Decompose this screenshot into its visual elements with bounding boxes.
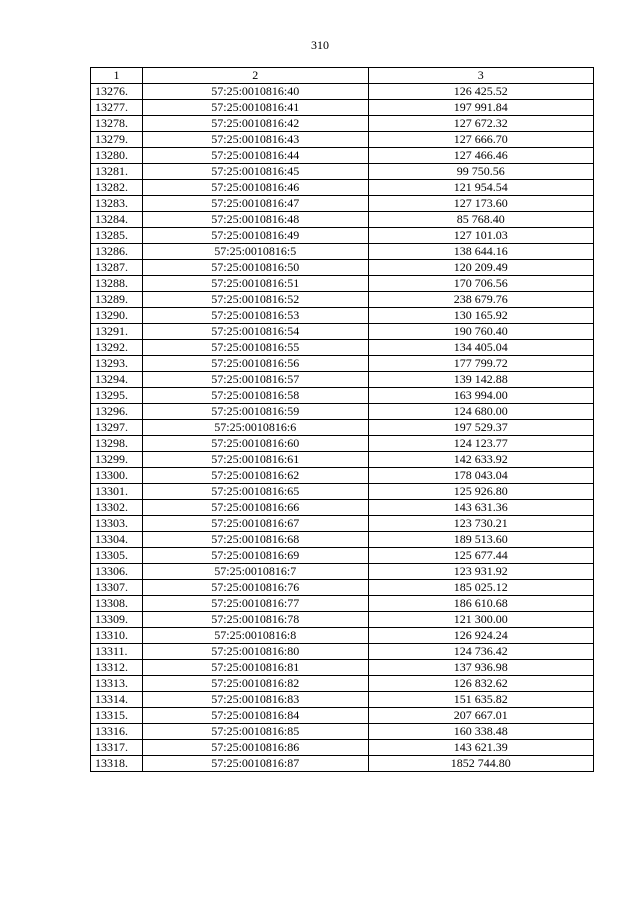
cadastral-number-cell: 57:25:0010816:41 (142, 100, 368, 116)
table-row (91, 196, 594, 212)
table-row (91, 468, 594, 484)
row-number-cell: 13284. (91, 212, 143, 228)
cadastral-number-cell: 57:25:0010816:54 (142, 324, 368, 340)
value-cell: 127 672.32 (368, 116, 593, 132)
value-cell: 125 677.44 (368, 548, 593, 564)
cadastral-number-cell: 57:25:0010816:52 (142, 292, 368, 308)
table-row (91, 628, 594, 644)
value-cell: 123 931.92 (368, 564, 593, 580)
row-number-cell: 13315. (91, 708, 143, 724)
row-number-cell: 13292. (91, 340, 143, 356)
value-cell: 124 123.77 (368, 436, 593, 452)
table-row (91, 756, 594, 772)
row-number-cell: 13301. (91, 484, 143, 500)
table-row (91, 532, 594, 548)
value-cell: 121 300.00 (368, 612, 593, 628)
value-cell: 143 631.36 (368, 500, 593, 516)
table-row (91, 212, 594, 228)
value-cell: 123 730.21 (368, 516, 593, 532)
value-cell: 185 025.12 (368, 580, 593, 596)
row-number-cell: 13313. (91, 676, 143, 692)
cadastral-number-cell: 57:25:0010816:83 (142, 692, 368, 708)
row-number-cell: 13317. (91, 740, 143, 756)
column-header-3: 3 (368, 68, 593, 84)
value-cell: 142 633.92 (368, 452, 593, 468)
table-row (91, 260, 594, 276)
row-number-cell: 13318. (91, 756, 143, 772)
row-number-cell: 13282. (91, 180, 143, 196)
row-number-cell: 13281. (91, 164, 143, 180)
table-row (91, 372, 594, 388)
value-cell: 197 529.37 (368, 420, 593, 436)
cadastral-number-cell: 57:25:0010816:48 (142, 212, 368, 228)
row-number-cell: 13297. (91, 420, 143, 436)
value-cell: 127 466.46 (368, 148, 593, 164)
value-cell: 238 679.76 (368, 292, 593, 308)
page-number: 310 (311, 38, 329, 52)
row-number-cell: 13296. (91, 404, 143, 420)
table-row (91, 740, 594, 756)
row-number-cell: 13277. (91, 100, 143, 116)
cadastral-number-cell: 57:25:0010816:53 (142, 308, 368, 324)
table-row (91, 436, 594, 452)
table-row (91, 324, 594, 340)
table-row (91, 244, 594, 260)
cadastral-number-cell: 57:25:0010816:87 (142, 756, 368, 772)
table-row (91, 500, 594, 516)
value-cell: 139 142.88 (368, 372, 593, 388)
cadastral-number-cell: 57:25:0010816:42 (142, 116, 368, 132)
row-number-cell: 13312. (91, 660, 143, 676)
cadastral-number-cell: 57:25:0010816:85 (142, 724, 368, 740)
table-row (91, 596, 594, 612)
table-row (91, 676, 594, 692)
row-number-cell: 13295. (91, 388, 143, 404)
value-cell: 127 666.70 (368, 132, 593, 148)
row-number-cell: 13306. (91, 564, 143, 580)
table-row (91, 356, 594, 372)
row-number-cell: 13278. (91, 116, 143, 132)
cadastral-number-cell: 57:25:0010816:47 (142, 196, 368, 212)
table-row (91, 116, 594, 132)
row-number-cell: 13283. (91, 196, 143, 212)
table-row (91, 340, 594, 356)
table-row (91, 148, 594, 164)
cadastral-number-cell: 57:25:0010816:77 (142, 596, 368, 612)
row-number-cell: 13309. (91, 612, 143, 628)
value-cell: 120 209.49 (368, 260, 593, 276)
row-number-cell: 13300. (91, 468, 143, 484)
value-cell: 126 832.62 (368, 676, 593, 692)
table-row (91, 164, 594, 180)
cadastral-number-cell: 57:25:0010816:80 (142, 644, 368, 660)
cadastral-number-cell: 57:25:0010816:50 (142, 260, 368, 276)
cadastral-number-cell: 57:25:0010816:8 (142, 628, 368, 644)
cadastral-number-cell: 57:25:0010816:81 (142, 660, 368, 676)
table-row (91, 388, 594, 404)
table-body (91, 84, 594, 772)
table-row (91, 292, 594, 308)
row-number-cell: 13291. (91, 324, 143, 340)
value-cell: 177 799.72 (368, 356, 593, 372)
table-row (91, 308, 594, 324)
row-number-cell: 13308. (91, 596, 143, 612)
table-row (91, 228, 594, 244)
table-row (91, 580, 594, 596)
table-row (91, 276, 594, 292)
value-cell: 190 760.40 (368, 324, 593, 340)
table-row (91, 516, 594, 532)
table-row (91, 132, 594, 148)
cadastral-number-cell: 57:25:0010816:69 (142, 548, 368, 564)
row-number-cell: 13276. (91, 84, 143, 100)
row-number-cell: 13294. (91, 372, 143, 388)
cadastral-number-cell: 57:25:0010816:58 (142, 388, 368, 404)
cadastral-number-cell: 57:25:0010816:43 (142, 132, 368, 148)
row-number-cell: 13304. (91, 532, 143, 548)
table-row (91, 724, 594, 740)
row-number-cell: 13299. (91, 452, 143, 468)
cadastral-number-cell: 57:25:0010816:66 (142, 500, 368, 516)
value-cell: 124 736.42 (368, 644, 593, 660)
cadastral-number-cell: 57:25:0010816:82 (142, 676, 368, 692)
value-cell: 124 680.00 (368, 404, 593, 420)
cadastral-number-cell: 57:25:0010816:7 (142, 564, 368, 580)
row-number-cell: 13280. (91, 148, 143, 164)
value-cell: 134 405.04 (368, 340, 593, 356)
table-row (91, 100, 594, 116)
cadastral-number-cell: 57:25:0010816:61 (142, 452, 368, 468)
value-cell: 207 667.01 (368, 708, 593, 724)
row-number-cell: 13307. (91, 580, 143, 596)
cadastral-number-cell: 57:25:0010816:78 (142, 612, 368, 628)
cadastral-number-cell: 57:25:0010816:62 (142, 468, 368, 484)
cadastral-number-cell: 57:25:0010816:5 (142, 244, 368, 260)
table-row (91, 484, 594, 500)
value-cell: 186 610.68 (368, 596, 593, 612)
table-row (91, 564, 594, 580)
value-cell: 189 513.60 (368, 532, 593, 548)
table-row (91, 404, 594, 420)
table-row (91, 660, 594, 676)
value-cell: 137 936.98 (368, 660, 593, 676)
cadastral-number-cell: 57:25:0010816:65 (142, 484, 368, 500)
row-number-cell: 13305. (91, 548, 143, 564)
row-number-cell: 13293. (91, 356, 143, 372)
data-table (90, 67, 594, 772)
table-row (91, 644, 594, 660)
row-number-cell: 13287. (91, 260, 143, 276)
row-number-cell: 13288. (91, 276, 143, 292)
table-row (91, 420, 594, 436)
cadastral-number-cell: 57:25:0010816:86 (142, 740, 368, 756)
row-number-cell: 13311. (91, 644, 143, 660)
cadastral-number-cell: 57:25:0010816:84 (142, 708, 368, 724)
row-number-cell: 13298. (91, 436, 143, 452)
value-cell: 130 165.92 (368, 308, 593, 324)
value-cell: 143 621.39 (368, 740, 593, 756)
cadastral-number-cell: 57:25:0010816:60 (142, 436, 368, 452)
cadastral-number-cell: 57:25:0010816:76 (142, 580, 368, 596)
table-row (91, 692, 594, 708)
row-number-cell: 13279. (91, 132, 143, 148)
value-cell: 170 706.56 (368, 276, 593, 292)
cadastral-number-cell: 57:25:0010816:51 (142, 276, 368, 292)
cadastral-number-cell: 57:25:0010816:56 (142, 356, 368, 372)
value-cell: 163 994.00 (368, 388, 593, 404)
table-row (91, 180, 594, 196)
row-number-cell: 13310. (91, 628, 143, 644)
value-cell: 178 043.04 (368, 468, 593, 484)
value-cell: 85 768.40 (368, 212, 593, 228)
value-cell: 197 991.84 (368, 100, 593, 116)
value-cell: 99 750.56 (368, 164, 593, 180)
column-header-1: 1 (91, 68, 143, 84)
value-cell: 160 338.48 (368, 724, 593, 740)
row-number-cell: 13314. (91, 692, 143, 708)
cadastral-number-cell: 57:25:0010816:45 (142, 164, 368, 180)
cadastral-number-cell: 57:25:0010816:55 (142, 340, 368, 356)
column-header-2: 2 (142, 68, 368, 84)
cadastral-number-cell: 57:25:0010816:46 (142, 180, 368, 196)
value-cell: 126 924.24 (368, 628, 593, 644)
row-number-cell: 13303. (91, 516, 143, 532)
table-row (91, 708, 594, 724)
cadastral-number-cell: 57:25:0010816:57 (142, 372, 368, 388)
row-number-cell: 13289. (91, 292, 143, 308)
row-number-cell: 13316. (91, 724, 143, 740)
row-number-cell: 13285. (91, 228, 143, 244)
cadastral-number-cell: 57:25:0010816:44 (142, 148, 368, 164)
table-row (91, 452, 594, 468)
row-number-cell: 13286. (91, 244, 143, 260)
value-cell: 1852 744.80 (368, 756, 593, 772)
value-cell: 138 644.16 (368, 244, 593, 260)
table-header-row (91, 68, 594, 84)
cadastral-number-cell: 57:25:0010816:67 (142, 516, 368, 532)
table-row (91, 548, 594, 564)
cadastral-number-cell: 57:25:0010816:6 (142, 420, 368, 436)
table-row (91, 84, 594, 100)
cadastral-number-cell: 57:25:0010816:59 (142, 404, 368, 420)
value-cell: 121 954.54 (368, 180, 593, 196)
cadastral-number-cell: 57:25:0010816:40 (142, 84, 368, 100)
row-number-cell: 13290. (91, 308, 143, 324)
row-number-cell: 13302. (91, 500, 143, 516)
value-cell: 127 101.03 (368, 228, 593, 244)
cadastral-number-cell: 57:25:0010816:68 (142, 532, 368, 548)
value-cell: 151 635.82 (368, 692, 593, 708)
cadastral-number-cell: 57:25:0010816:49 (142, 228, 368, 244)
value-cell: 125 926.80 (368, 484, 593, 500)
value-cell: 126 425.52 (368, 84, 593, 100)
value-cell: 127 173.60 (368, 196, 593, 212)
table-row (91, 612, 594, 628)
